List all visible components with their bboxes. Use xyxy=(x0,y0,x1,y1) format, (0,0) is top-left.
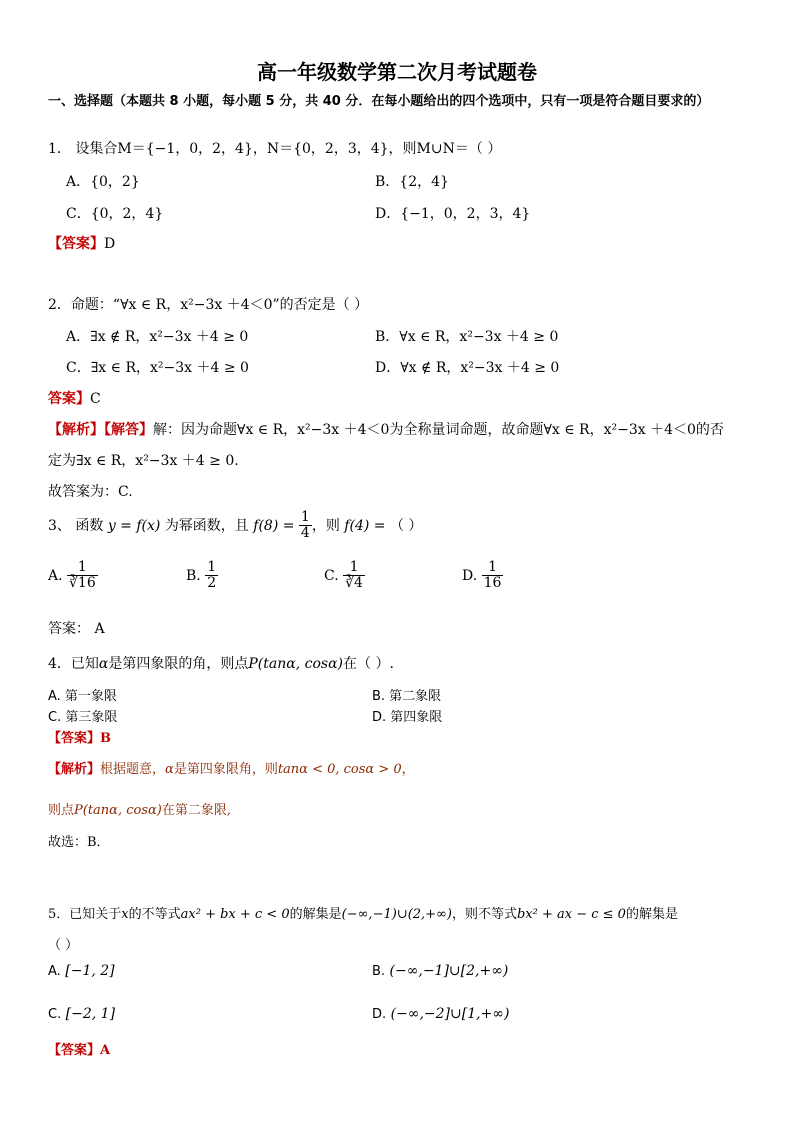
q2-option-c: C．∃x ∈ R，x²−3x ＋4 ≥ 0 xyxy=(66,360,249,376)
section-heading: 一、选择题（本题共 8 小题，每小题 5 分，共 40 分．在每小题给出的四个选项中，只有一项是符合题目要求的） xyxy=(48,94,710,109)
q5-option-b: B. (−∞,−1]∪[2,+∞) xyxy=(372,963,509,979)
q5-inequality-1: ax² + bx + c < 0 xyxy=(180,907,290,922)
answer-tag: 答案】 xyxy=(48,391,90,407)
q1-option-b: B．{2，4} xyxy=(375,174,449,190)
q3-stem-text: 为幂函数，且 xyxy=(164,517,249,534)
q3-stem-text: 3、 函数 xyxy=(48,517,104,534)
q1-option-d: D．{−1，0，2，3，4} xyxy=(375,206,531,222)
q4-analysis-line2: 则点P(tanα, cosα)在第二象限, xyxy=(48,803,231,818)
page-title: 高一年级数学第二次月考试题卷 xyxy=(257,60,537,84)
q4-point: P(tanα, cosα) xyxy=(248,656,343,672)
q4-stem: 4．已知α是第四象限的角，则点P(tanα, cosα)在（ ）. xyxy=(48,656,394,672)
q2-stem: 2．命题：“∀x ∈ R，x²−3x ＋4＜0”的否定是（ ） xyxy=(48,297,369,313)
q3-function: y = f(x) xyxy=(107,517,161,534)
q3-option-c: C. $\frac{1}{∛4}$ xyxy=(324,559,363,592)
q4-analysis: 【解析】根据题意，α是第四象限角，则tanα < 0, cosα > 0， xyxy=(48,762,415,777)
analysis-tag: 【解析】【解答】 xyxy=(48,422,153,438)
q3-option-a: A. $\frac{1}{∛16}$ xyxy=(48,559,96,592)
q4-conclusion: 故选：B． xyxy=(48,835,110,850)
q5-answer: 【答案】A xyxy=(48,1043,111,1058)
q5-option-c: C. [−2, 1] xyxy=(48,1006,116,1022)
q4-option-d: D. 第四象限 xyxy=(372,710,443,725)
answer-tag: 【答案】 xyxy=(48,236,104,252)
q3-option-d: D. $\frac{1}{16}$ xyxy=(462,559,502,592)
alpha-symbol: α xyxy=(98,656,109,672)
analysis-text: 解：因为命题∀x ∈ R，x²−3x ＋4＜0为全称量词命题，故命题∀x ∈ R，x²−3x ＋4＜0的否 xyxy=(153,422,724,438)
q2-conclusion: 故答案为：C. xyxy=(48,484,133,500)
q2-analysis-line2: 定为∃x ∈ R，x²−3x ＋4 ≥ 0. xyxy=(48,453,239,469)
q3-option-b: B. $\frac{1}{2}$ xyxy=(186,559,217,592)
q3-stem-text: ，则 xyxy=(311,517,340,534)
q5-inequality-2: bx² + ax − c ≤ 0 xyxy=(516,907,626,922)
q5-solution-set: (−∞,−1)∪(2,+∞) xyxy=(341,907,452,922)
q2-option-b: B．∀x ∈ R，x²−3x ＋4 ≥ 0 xyxy=(375,329,559,345)
q2-analysis-line1 xyxy=(48,419,724,439)
q3-stem-text: （ ） xyxy=(389,517,423,534)
answer-value: D xyxy=(104,236,116,252)
q1-stem: 1． 设集合M＝{−1，0，2，4}，N＝{0，2，3，4}，则M∪N＝（ ） xyxy=(48,141,502,157)
q5-paren: （ ） xyxy=(48,938,79,953)
q4-option-a: A. 第一象限 xyxy=(48,689,117,704)
q3-fraction: $\frac{1}{4}$ xyxy=(300,509,310,542)
q2-option-d: D．∀x ∉ R，x²−3x ＋4 ≥ 0 xyxy=(375,360,560,376)
q1-option-a: A．{0，2} xyxy=(66,174,140,190)
q2-option-a: A．∃x ∉ R，x²−3x ＋4 ≥ 0 xyxy=(66,329,249,345)
q4-option-c: C. 第三象限 xyxy=(48,710,118,725)
q5-option-d: D. (−∞,−2]∪[1,+∞) xyxy=(372,1006,510,1022)
q1-answer xyxy=(48,233,115,253)
q4-answer: 【答案】B xyxy=(48,731,112,746)
q3-f8: f(8) = xyxy=(253,517,295,534)
q3-f4: f(4) = xyxy=(344,517,386,534)
q4-option-b: B. 第二象限 xyxy=(372,689,442,704)
q1-option-c: C．{0，2，4} xyxy=(66,206,164,222)
q5-stem: 5．已知关于x的不等式ax² + bx + c < 0的解集是(−∞,−1)∪(2,+∞)，则不等式bx² + ax − c ≤ 0的解集是 xyxy=(48,907,678,922)
q5-option-a: A. [−1, 2] xyxy=(48,963,115,979)
q2-answer xyxy=(48,388,101,408)
q3-answer: 答案： A xyxy=(48,621,105,637)
answer-value: C xyxy=(90,391,101,407)
q3-stem xyxy=(48,510,422,542)
